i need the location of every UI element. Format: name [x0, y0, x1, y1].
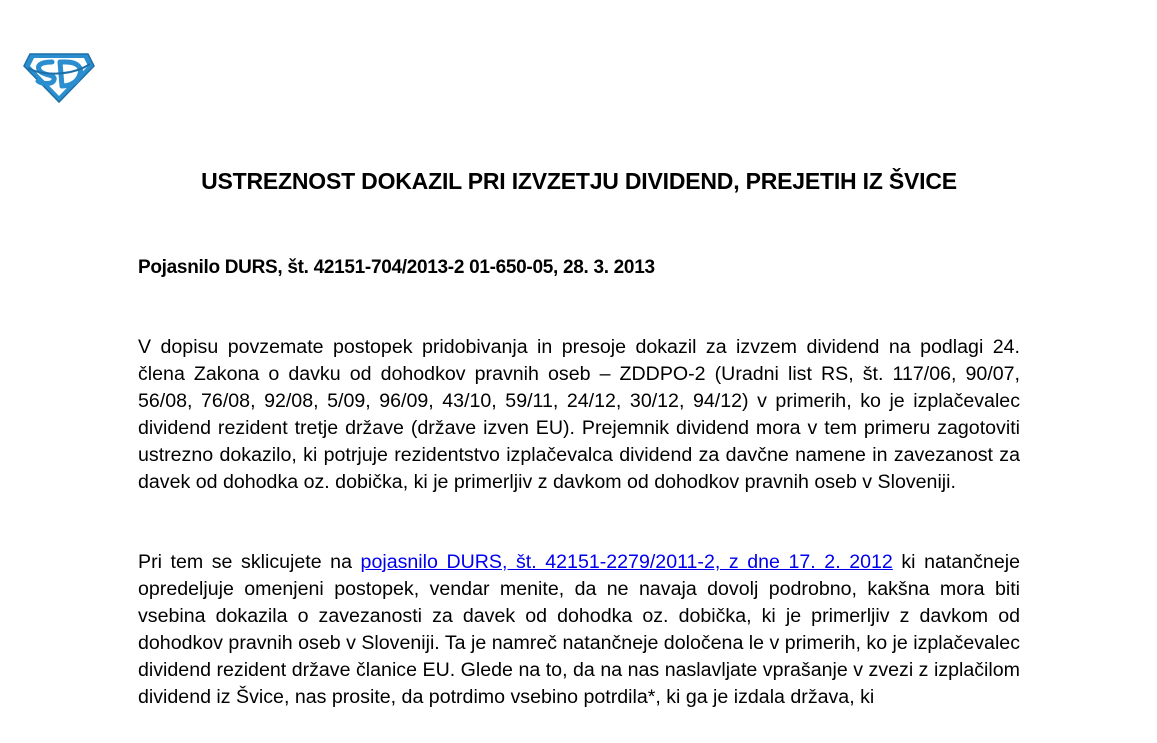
- paragraph-2-intro: Pri tem se sklicujete na: [138, 551, 361, 573]
- durs-reference-link[interactable]: pojasnilo DURS, št. 42151-2279/2011-2, z dne 17. 2. 2012: [360, 551, 893, 573]
- sd-logo-icon: [22, 50, 96, 104]
- document-title: USTREZNOST DOKAZIL PRI IZVZETJU DIVIDEND, PREJETIH IZ ŠVICE: [201, 168, 957, 194]
- paragraph-1: V dopisu povzemate postopek pridobivanja in presoje dokazil za izvzem dividend na podlagi 24. člena Zakona o davku od dohodkov pravnih oseb – ZDDPO-2 (Uradni list RS, št. 117/06, 90/07, 56/08, 76/08, 92/08, 5/09, 96/09, 43/10, 59/11, 24/12, 30/12, 94/12) v primerih, ko je izplačevalec dividend rezident tretje države (države izven EU). Prejemnik dividend mora v tem primeru zagotoviti ustrezno dokazilo, ki potrjuje rezidentstvo izplačevalca dividend za davčne namene in zavezanost za davek od dohodka oz. dobička, ki je primerljiv z davkom od dohodkov pravnih oseb v Sloveniji.: [138, 336, 1020, 493]
- paragraph-2-body: ki natančneje opredeljuje omenjeni postopek, vendar menite, da ne navaja dovolj podrobno, kakšna mora biti vsebina dokazila o zavezanosti za davek od dohodka oz. dobička, ki je primerljiv z davkom od dohodkov pravnih oseb v Sloveniji. Ta je namreč natančneje določena le v primerih, ko je izplačevalec dividend rezident države članice EU. Glede na to, da na nas naslavljate vprašanje v zvezi z izplačilom dividend iz Švice, nas prosite, da potrdimo vsebino potrdila*, ki ga je izdala država, ki: [138, 551, 1020, 708]
- sd-logo: [22, 50, 96, 104]
- paragraph-2: [138, 549, 1020, 711]
- document-subtitle: Pojasnilo DURS, št. 42151-704/2013-2 01-650-05, 28. 3. 2013: [138, 257, 655, 278]
